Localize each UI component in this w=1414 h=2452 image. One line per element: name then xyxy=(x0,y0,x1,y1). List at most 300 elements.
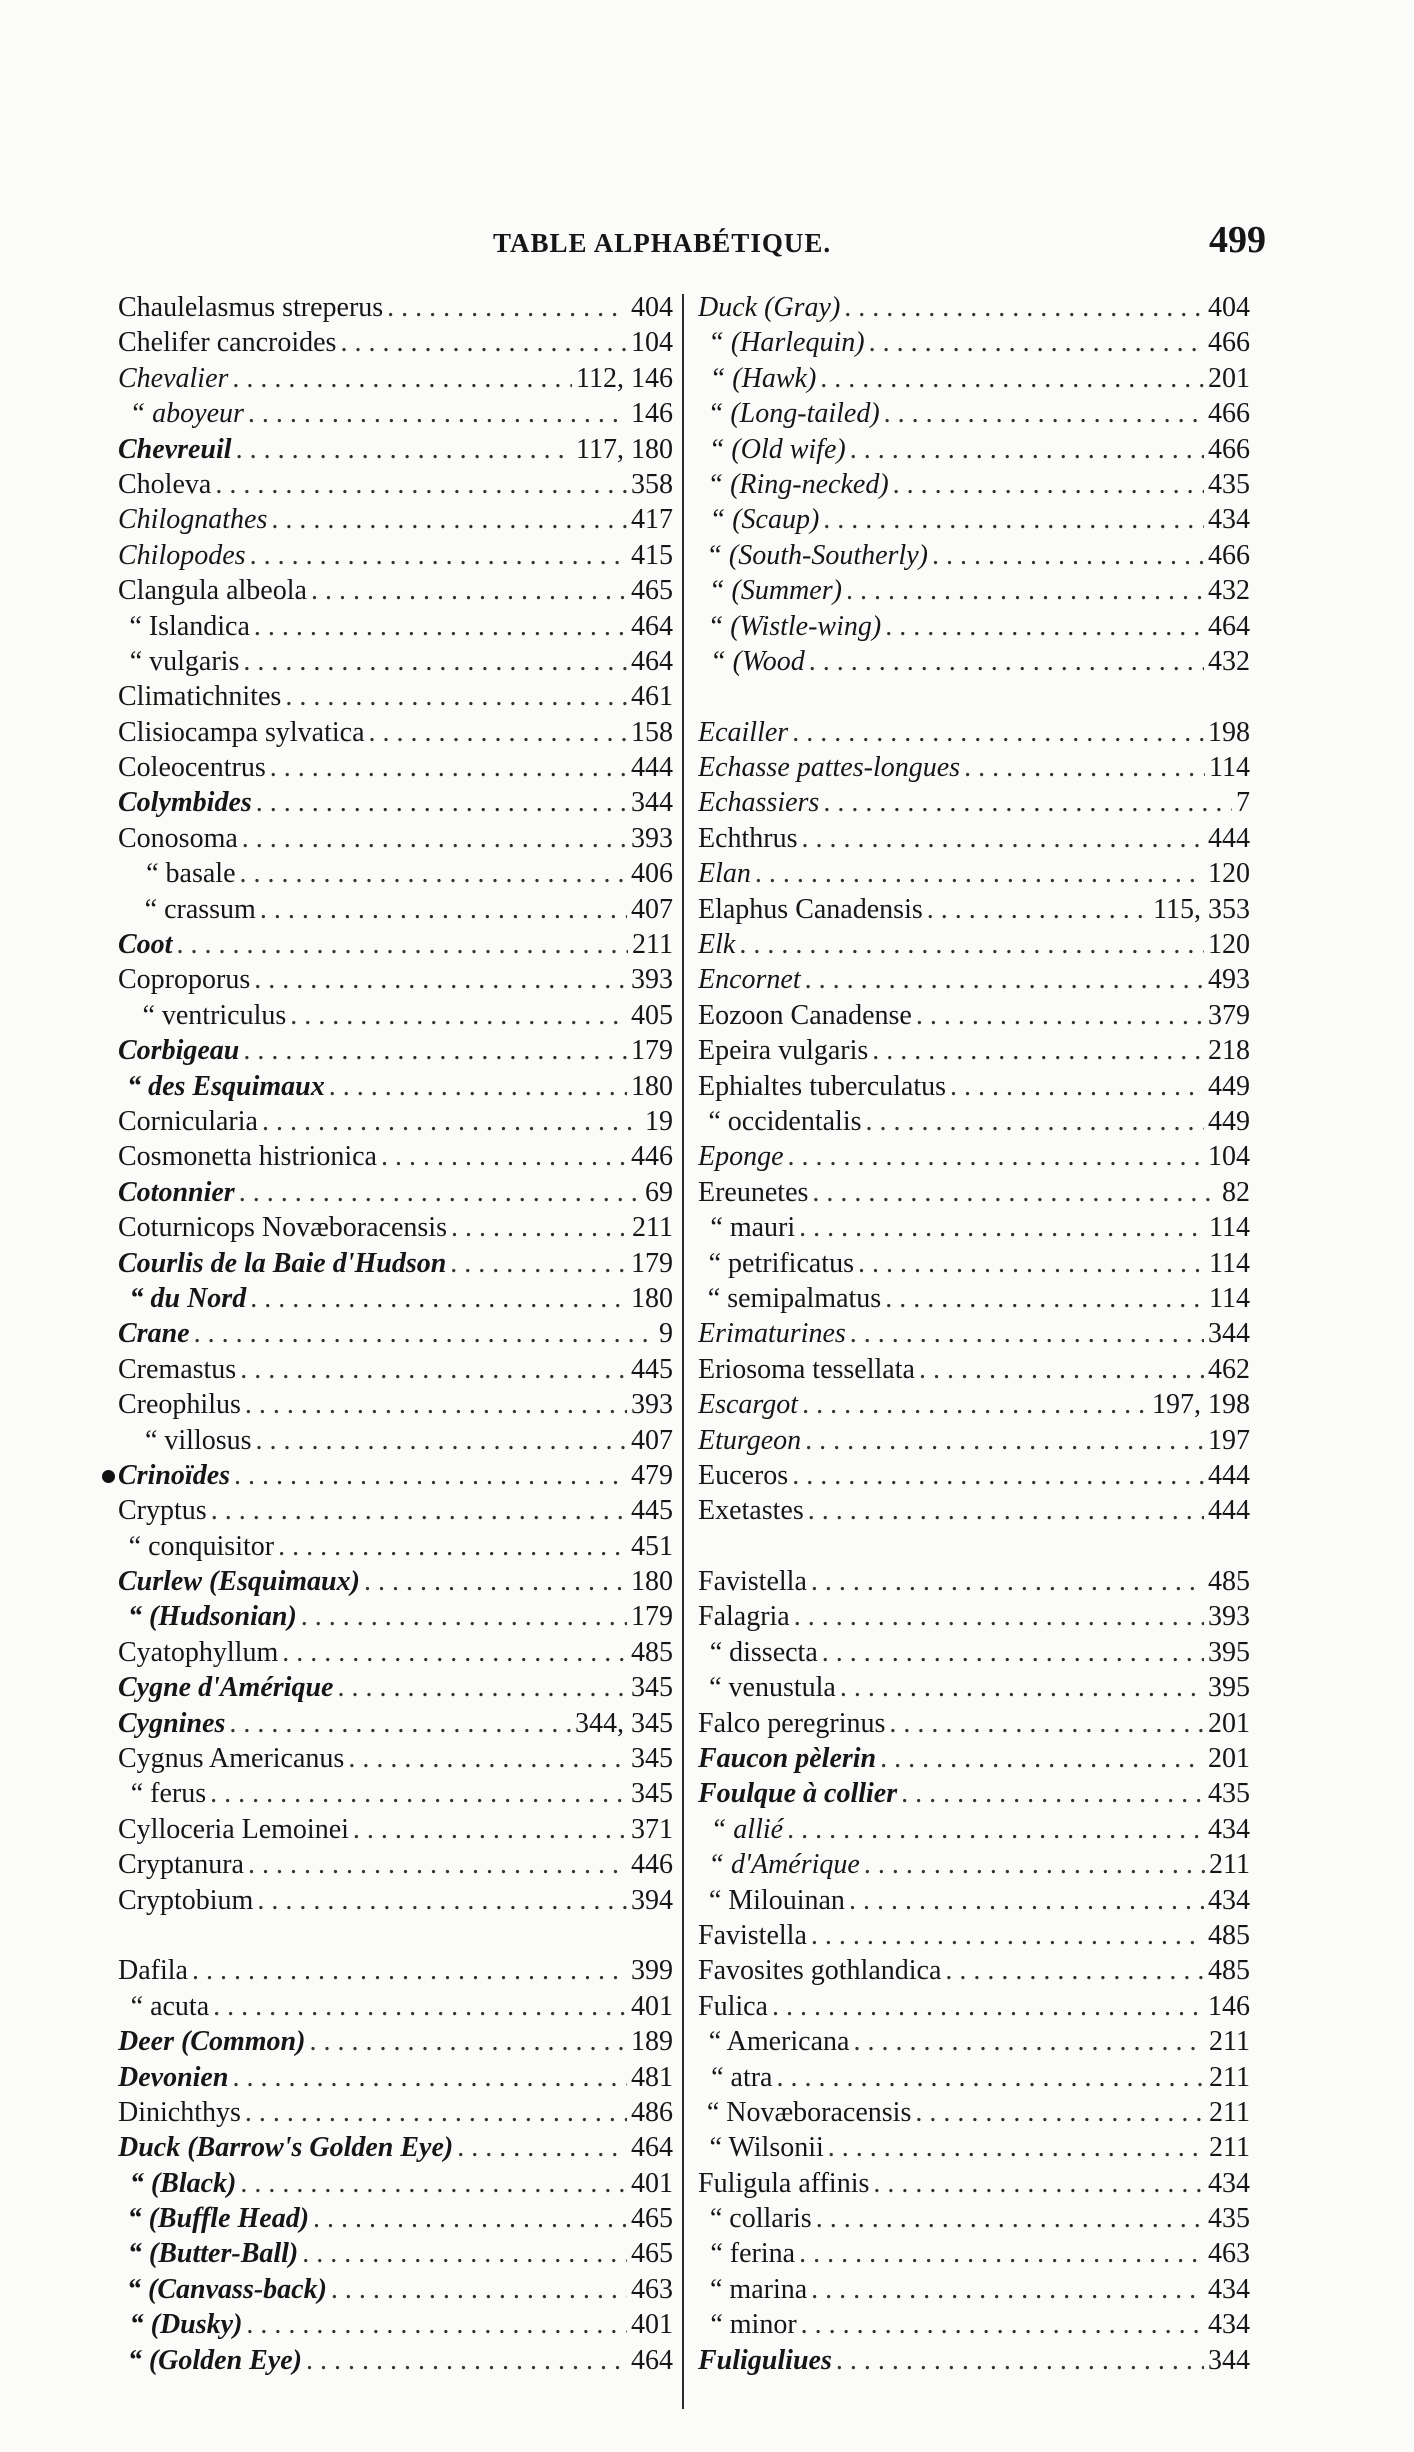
index-entry xyxy=(698,1599,1250,1634)
index-entry xyxy=(698,715,1250,750)
index-term: Deer (Common) xyxy=(118,2026,306,2058)
dot-leader xyxy=(353,1812,627,1847)
dot-leader xyxy=(313,2201,627,2236)
index-entry xyxy=(698,396,1250,431)
index-term: “ (Dusky) xyxy=(129,2309,243,2341)
dot-leader xyxy=(239,1175,641,1210)
index-term: Favistella xyxy=(698,1566,807,1598)
page-reference: 112, 146 xyxy=(576,362,673,394)
dot-leader xyxy=(739,927,1204,962)
page-reference: 7 xyxy=(1236,787,1250,819)
index-term: Colymbides xyxy=(118,787,252,819)
index-term: “ atra xyxy=(711,2061,773,2093)
index-entry xyxy=(698,538,1250,573)
index-term: Cremastus xyxy=(118,1353,237,1385)
index-entry xyxy=(118,1246,673,1281)
index-entry xyxy=(118,821,673,856)
dot-leader xyxy=(945,1953,1204,1988)
dot-leader xyxy=(866,1104,1205,1139)
page-reference: 401 xyxy=(631,2309,673,2341)
dot-leader xyxy=(232,361,572,396)
page-reference: 69 xyxy=(645,1176,673,1208)
bullet-marker xyxy=(102,1470,115,1483)
dot-leader xyxy=(812,1175,1218,1210)
dot-leader xyxy=(932,538,1204,573)
index-term: Coot xyxy=(118,929,173,961)
page-reference: 393 xyxy=(1208,1601,1250,1633)
index-term: “ (Scaup) xyxy=(709,504,820,536)
index-entry xyxy=(698,467,1250,502)
index-term: Curlew (Esquimaux) xyxy=(118,1566,360,1598)
dot-leader xyxy=(792,715,1204,750)
dot-leader xyxy=(885,1281,1205,1316)
dot-leader xyxy=(254,609,627,644)
page-reference: 485 xyxy=(1208,1955,1250,1987)
page-reference: 485 xyxy=(1208,1566,1250,1598)
page-reference: 344 xyxy=(1208,1318,1250,1350)
index-entry xyxy=(118,1953,673,1988)
dot-leader xyxy=(884,396,1204,431)
index-term: “ (Harlequin) xyxy=(708,327,865,359)
index-term: “ Novæboracensis xyxy=(706,2096,912,2128)
dot-leader xyxy=(331,2272,627,2307)
index-term: Ereunetes xyxy=(698,1176,809,1208)
index-term: Courlis de la Baie d'Hudson xyxy=(118,1247,447,1279)
index-term: Dinichthys xyxy=(118,2096,241,2128)
index-term: Elan xyxy=(698,858,751,890)
index-entry xyxy=(698,573,1250,608)
index-term: “ des Esquimaux xyxy=(127,1070,325,1102)
dot-leader xyxy=(211,1493,627,1528)
index-term: Crane xyxy=(118,1318,190,1350)
index-entry xyxy=(698,2095,1250,2130)
page-reference: 435 xyxy=(1208,2203,1250,2235)
page-reference: 9 xyxy=(659,1318,673,1350)
running-title: TABLE ALPHABÉTIQUE. xyxy=(493,228,832,258)
dot-leader xyxy=(381,1139,627,1174)
page-reference: 395 xyxy=(1208,1672,1250,1704)
index-term: Creophilus xyxy=(118,1389,241,1421)
dot-leader xyxy=(242,821,627,856)
dot-leader xyxy=(257,1883,627,1918)
index-term: “ (Wood xyxy=(710,645,805,677)
index-term: “ (Hawk) xyxy=(709,362,817,394)
index-entry xyxy=(118,1281,673,1316)
index-entry xyxy=(698,750,1250,785)
index-term: “ (South-Southerly) xyxy=(706,539,928,571)
index-entry xyxy=(698,962,1250,997)
index-entry xyxy=(698,1210,1250,1245)
page-reference: 379 xyxy=(1208,999,1250,1031)
dot-leader xyxy=(194,1316,655,1351)
page-reference: 466 xyxy=(1208,398,1250,430)
page-reference: 82 xyxy=(1222,1176,1250,1208)
page-reference: 120 xyxy=(1208,858,1250,890)
page-reference: 435 xyxy=(1208,1778,1250,1810)
page-reference: 415 xyxy=(631,539,673,571)
dot-leader xyxy=(236,432,572,467)
index-entry xyxy=(118,1635,673,1670)
index-entry xyxy=(118,432,673,467)
page-reference: 404 xyxy=(1208,292,1250,323)
page-reference: 104 xyxy=(631,327,673,359)
index-term: “ basale xyxy=(146,858,236,890)
page-reference: 345 xyxy=(631,1672,673,1704)
dot-leader xyxy=(311,573,627,608)
index-term: “ vulgaris xyxy=(129,645,240,677)
page-reference: 434 xyxy=(1208,1813,1250,1845)
page-reference: 479 xyxy=(631,1459,673,1491)
page-reference: 446 xyxy=(631,1849,673,1881)
index-term: Devonien xyxy=(118,2061,229,2093)
index-term: Chelifer cancroides xyxy=(118,327,337,359)
dot-leader xyxy=(823,785,1232,820)
index-term: Conosoma xyxy=(118,822,238,854)
index-term: Fuliguliues xyxy=(698,2344,832,2376)
index-term: Euceros xyxy=(698,1459,789,1491)
index-term: “ ventriculus xyxy=(142,999,287,1031)
index-column-right xyxy=(698,290,1250,2378)
index-entry xyxy=(698,1741,1250,1776)
index-entry xyxy=(698,1812,1250,1847)
index-term: Favistella xyxy=(698,1919,807,1951)
dot-leader xyxy=(844,290,1204,325)
index-entry xyxy=(118,927,673,962)
page-reference: 464 xyxy=(631,610,673,642)
page-reference: 179 xyxy=(631,1601,673,1633)
index-term: Escargot xyxy=(698,1389,799,1421)
dot-leader xyxy=(880,1741,1204,1776)
index-entry xyxy=(118,1847,673,1882)
dot-leader xyxy=(248,1847,627,1882)
index-term: Falco peregrinus xyxy=(698,1707,886,1739)
page-reference: 464 xyxy=(631,2344,673,2376)
index-term: Fulica xyxy=(698,1990,768,2022)
index-term: Clisiocampa sylvatica xyxy=(118,716,365,748)
dot-leader xyxy=(278,1529,627,1564)
index-term: Epeira vulgaris xyxy=(698,1035,869,1067)
index-entry xyxy=(118,1529,673,1564)
page-reference: 434 xyxy=(1208,2309,1250,2341)
index-term: Falagria xyxy=(698,1601,790,1633)
index-entry xyxy=(698,1989,1250,2024)
page-reference: 399 xyxy=(631,1955,673,1987)
dot-leader xyxy=(950,1069,1204,1104)
page-reference: 486 xyxy=(631,2096,673,2128)
index-term: Dafila xyxy=(118,1955,188,1987)
index-entry xyxy=(118,2201,673,2236)
dot-leader xyxy=(248,396,627,431)
index-entry xyxy=(118,2307,673,2342)
index-entry xyxy=(118,892,673,927)
index-term: “ allié xyxy=(710,1813,784,1845)
index-entry xyxy=(118,856,673,891)
page-reference: 417 xyxy=(631,504,673,536)
index-term: “ (Wistle-wing) xyxy=(707,610,882,642)
index-term: Eturgeon xyxy=(698,1424,802,1456)
index-term: Chilopodes xyxy=(118,539,246,571)
index-entry xyxy=(698,2307,1250,2342)
index-term: “ d'Amérique xyxy=(708,1849,860,1881)
dot-leader xyxy=(872,1033,1204,1068)
page-reference: 211 xyxy=(1209,2026,1250,2058)
index-term: “ crassum xyxy=(144,893,256,925)
page-reference: 180 xyxy=(631,1282,673,1314)
index-entry xyxy=(698,856,1250,891)
index-entry xyxy=(698,1918,1250,1953)
dot-leader xyxy=(808,1493,1204,1528)
index-entry xyxy=(118,1812,673,1847)
page-reference: 444 xyxy=(631,752,673,784)
dot-leader xyxy=(340,325,627,360)
index-term: “ semipalmatus xyxy=(707,1282,882,1314)
index-term: “ ferina xyxy=(710,2238,796,2270)
dot-leader xyxy=(799,1210,1205,1245)
dot-leader xyxy=(869,325,1204,360)
dot-leader xyxy=(885,609,1204,644)
index-entry xyxy=(118,2130,673,2165)
index-term: Cyatophyllum xyxy=(118,1636,279,1668)
dot-leader xyxy=(801,2307,1204,2342)
index-entry xyxy=(118,2060,673,2095)
index-term: “ du Nord xyxy=(129,1282,247,1314)
dot-leader xyxy=(822,1635,1204,1670)
dot-leader xyxy=(755,856,1204,891)
index-term: “ acuta xyxy=(130,1990,210,2022)
dot-leader xyxy=(816,2201,1204,2236)
dot-leader xyxy=(858,1246,1205,1281)
index-entry xyxy=(118,467,673,502)
dot-leader xyxy=(243,644,627,679)
dot-leader xyxy=(210,1776,627,1811)
dot-leader xyxy=(262,1104,641,1139)
index-term: Cygnines xyxy=(118,1707,226,1739)
dot-leader xyxy=(240,2166,627,2201)
dot-leader xyxy=(243,1033,627,1068)
index-entry xyxy=(698,1139,1250,1174)
index-term: Echasse pattes-longues xyxy=(698,752,961,784)
index-entry xyxy=(698,1069,1250,1104)
index-entry xyxy=(698,1352,1250,1387)
index-term: Elaphus Canadensis xyxy=(698,893,923,925)
index-term: Cosmonetta histrionica xyxy=(118,1141,377,1173)
dot-leader xyxy=(901,1776,1204,1811)
page-reference: 462 xyxy=(1208,1353,1250,1385)
index-entry xyxy=(698,1104,1250,1139)
dot-leader xyxy=(794,1599,1204,1634)
dot-leader xyxy=(836,2343,1204,2378)
page-reference: 114 xyxy=(1209,1212,1250,1244)
index-term: Echthrus xyxy=(698,822,798,854)
index-entry xyxy=(118,502,673,537)
page-reference: 466 xyxy=(1208,539,1250,571)
dot-leader xyxy=(302,2236,627,2271)
index-term: “ occidentalis xyxy=(708,1105,862,1137)
page-reference: 218 xyxy=(1208,1035,1250,1067)
dot-leader xyxy=(254,962,627,997)
page-reference: 434 xyxy=(1208,2273,1250,2305)
index-term: “ villosus xyxy=(144,1424,252,1456)
index-entry xyxy=(698,644,1250,679)
page-reference: 344 xyxy=(1208,2344,1250,2376)
page-reference: 435 xyxy=(1208,468,1250,500)
dot-leader xyxy=(853,2024,1205,2059)
page-reference: 463 xyxy=(631,2273,673,2305)
dot-leader xyxy=(451,1210,628,1245)
index-term: “ minor xyxy=(710,2309,797,2341)
page-reference: 401 xyxy=(631,1990,673,2022)
index-entry xyxy=(698,2166,1250,2201)
page-reference: 394 xyxy=(631,1884,673,1916)
dot-leader xyxy=(840,1670,1204,1705)
index-term: “ dissecta xyxy=(709,1636,818,1668)
dot-leader xyxy=(245,2095,627,2130)
dot-leader xyxy=(927,892,1149,927)
index-entry xyxy=(698,1776,1250,1811)
page-reference: 432 xyxy=(1208,575,1250,607)
index-term: “ (Butter-Ball) xyxy=(127,2238,299,2270)
index-term: Encornet xyxy=(698,964,801,996)
index-entry xyxy=(698,1847,1250,1882)
index-term: “ (Ring-necked) xyxy=(707,468,889,500)
page-reference: 434 xyxy=(1208,2167,1250,2199)
page-reference: 434 xyxy=(1208,504,1250,536)
dot-leader xyxy=(250,538,627,573)
dot-leader xyxy=(776,2060,1205,2095)
index-entry xyxy=(118,750,673,785)
section-gap xyxy=(698,1529,1250,1564)
index-entry xyxy=(118,573,673,608)
index-entry xyxy=(118,290,673,325)
dot-leader xyxy=(811,1918,1204,1953)
index-entry xyxy=(698,2236,1250,2271)
index-entry xyxy=(698,2201,1250,2236)
dot-leader xyxy=(285,679,627,714)
index-entry xyxy=(698,325,1250,360)
dot-leader xyxy=(788,1139,1204,1174)
dot-leader xyxy=(820,361,1204,396)
index-entry xyxy=(698,892,1250,927)
page-reference: 344 xyxy=(631,787,673,819)
dot-leader xyxy=(229,1706,571,1741)
page-reference: 211 xyxy=(1209,2096,1250,2128)
index-entry xyxy=(698,1175,1250,1210)
page-reference: 407 xyxy=(631,1424,673,1456)
page-reference: 189 xyxy=(631,2026,673,2058)
page-reference: 464 xyxy=(631,645,673,677)
dot-leader xyxy=(282,1635,627,1670)
dot-leader xyxy=(811,1564,1204,1599)
dot-leader xyxy=(864,1847,1205,1882)
page-reference: 114 xyxy=(1209,752,1250,784)
index-term: Choleva xyxy=(118,468,212,500)
dot-leader xyxy=(873,2166,1204,2201)
index-term: Eozoon Canadense xyxy=(698,999,912,1031)
dot-leader xyxy=(893,467,1204,502)
page-reference: 117, 180 xyxy=(576,433,673,465)
dot-leader xyxy=(256,1423,627,1458)
index-term: “ Wilsonii xyxy=(709,2132,824,2164)
page-reference: 445 xyxy=(631,1495,673,1527)
dot-leader xyxy=(915,2095,1205,2130)
page-reference: 197 xyxy=(1208,1424,1250,1456)
index-term: “ petrificatus xyxy=(708,1247,854,1279)
dot-leader xyxy=(919,1352,1204,1387)
page-reference: 146 xyxy=(1208,1990,1250,2022)
index-entry xyxy=(698,2024,1250,2059)
page-reference: 344, 345 xyxy=(575,1707,673,1739)
index-term: Duck (Barrow's Golden Eye) xyxy=(118,2132,454,2164)
page-reference: 485 xyxy=(631,1636,673,1668)
index-entry xyxy=(118,715,673,750)
index-entry xyxy=(698,1635,1250,1670)
dot-leader xyxy=(846,573,1204,608)
index-term: Cryptobium xyxy=(118,1884,254,1916)
index-entry xyxy=(118,962,673,997)
index-term: Exetastes xyxy=(698,1495,804,1527)
index-entry xyxy=(118,1458,673,1493)
index-entry xyxy=(698,290,1250,325)
index-term: “ conquisitor xyxy=(128,1530,275,1562)
dot-leader xyxy=(270,750,627,785)
index-term: “ (Golden Eye) xyxy=(127,2344,302,2376)
index-term: Echassiers xyxy=(698,787,820,819)
index-entry xyxy=(698,1246,1250,1281)
page-reference: 115, 353 xyxy=(1153,893,1250,925)
index-entry xyxy=(118,679,673,714)
page-reference: 464 xyxy=(631,2132,673,2164)
dot-leader xyxy=(369,715,628,750)
dot-leader xyxy=(450,1246,627,1281)
index-term: Ephialtes tuberculatus xyxy=(698,1070,947,1102)
index-entry xyxy=(698,785,1250,820)
index-term: “ venustula xyxy=(709,1672,836,1704)
page-reference: 445 xyxy=(631,1353,673,1385)
dot-leader xyxy=(290,998,627,1033)
index-entry xyxy=(698,2130,1250,2165)
dot-leader xyxy=(364,1564,627,1599)
index-entry xyxy=(118,785,673,820)
index-entry xyxy=(118,1175,673,1210)
index-term: “ (Summer) xyxy=(708,575,842,607)
dot-leader xyxy=(309,2024,627,2059)
index-entry xyxy=(698,1564,1250,1599)
dot-leader xyxy=(964,750,1205,785)
dot-leader xyxy=(387,290,627,325)
page-number: 499 xyxy=(1209,219,1266,261)
index-term: Elk xyxy=(698,929,736,961)
page-reference: 211 xyxy=(1209,2061,1250,2093)
page-reference: 146 xyxy=(631,398,673,430)
index-term: Duck (Gray) xyxy=(698,292,841,323)
dot-leader xyxy=(329,1069,627,1104)
page-reference: 444 xyxy=(1208,822,1250,854)
page-reference: 358 xyxy=(631,468,673,500)
page-reference: 404 xyxy=(631,292,673,323)
index-term: Favosites gothlandica xyxy=(698,1955,942,1987)
index-entry xyxy=(118,1139,673,1174)
index-entry xyxy=(698,1281,1250,1316)
page-reference: 466 xyxy=(1208,327,1250,359)
index-entry xyxy=(118,1316,673,1351)
index-term: Faucon pèlerin xyxy=(698,1743,877,1775)
page-reference: 461 xyxy=(631,681,673,713)
index-term: “ Milouinan xyxy=(708,1884,845,1916)
index-entry xyxy=(118,1104,673,1139)
dot-leader xyxy=(850,432,1204,467)
index-term: Cygne d'Amérique xyxy=(118,1672,334,1704)
index-entry xyxy=(698,432,1250,467)
